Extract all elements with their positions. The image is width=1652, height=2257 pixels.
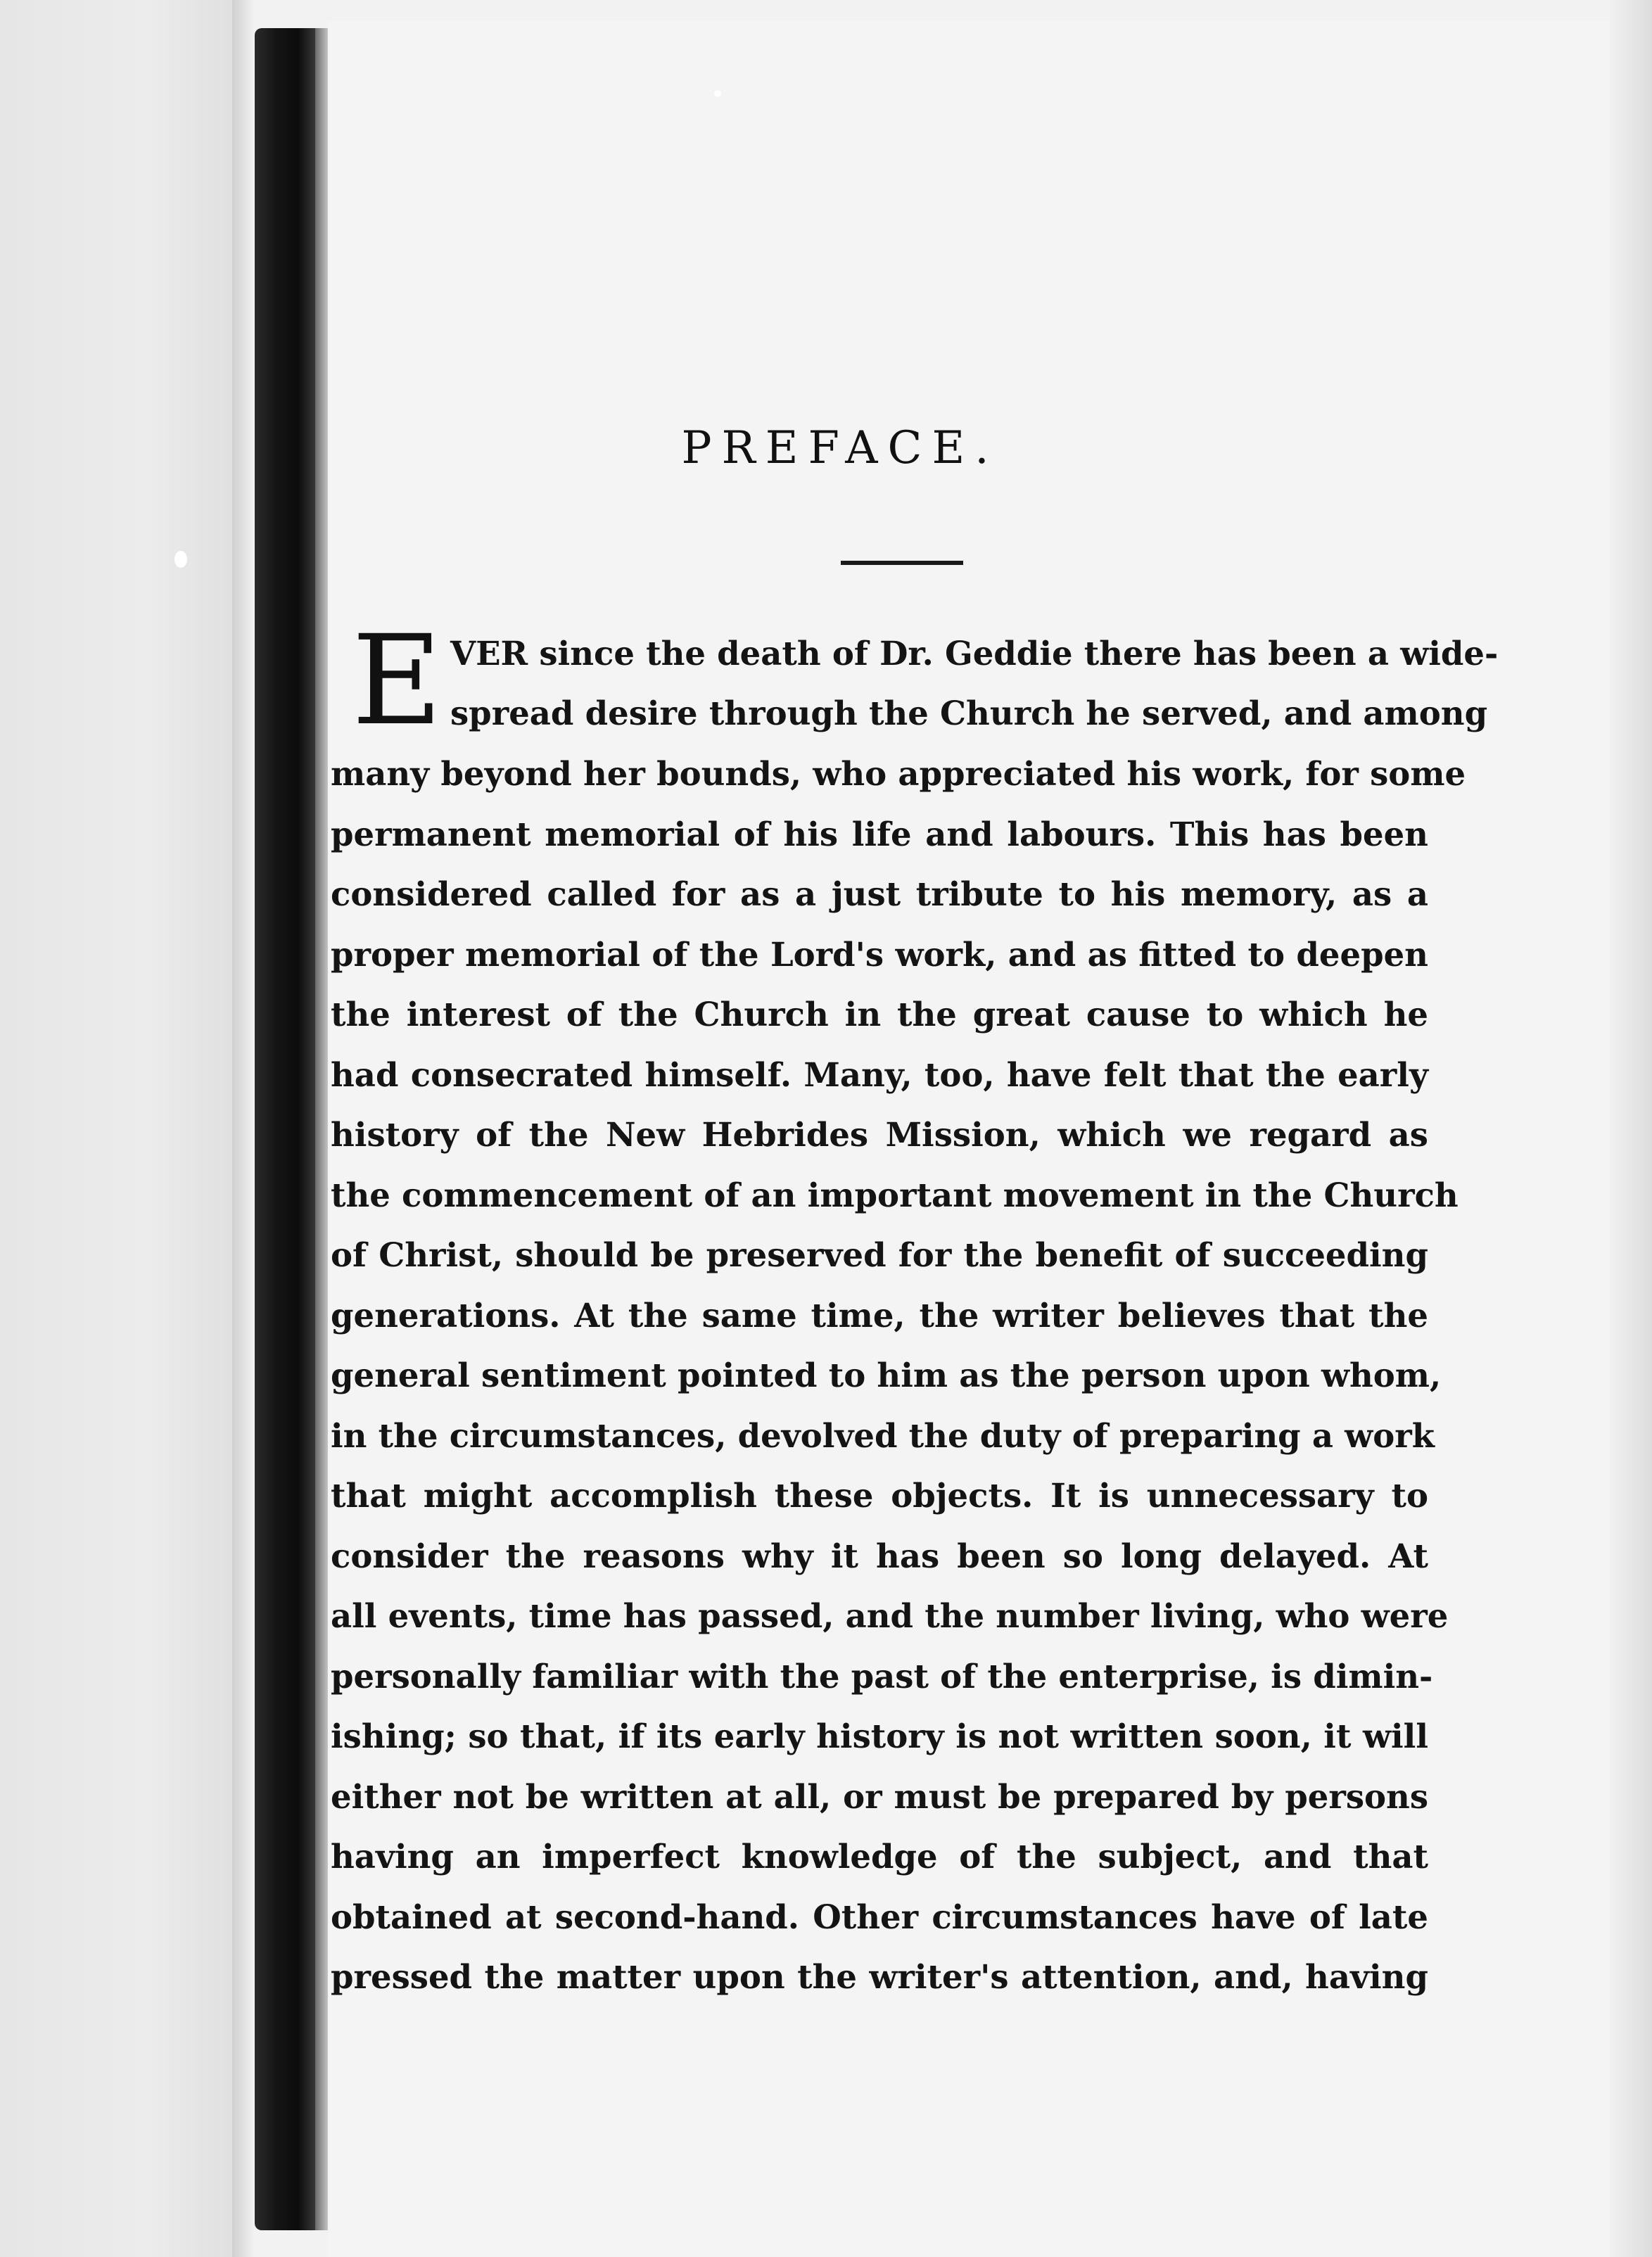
- text-line: ishing; so that, if its early history is not written soon, it will: [331, 1717, 1428, 1755]
- text-line: many beyond her bounds, who appreciated his work, for some: [331, 754, 1466, 793]
- text-line: obtained at second-hand. Other circumstances have of late: [331, 1897, 1428, 1936]
- text-line: history of the New Hebrides Mission, which we regard as: [331, 1115, 1428, 1154]
- text-line: in the circumstances, devolved the duty of preparing a work: [331, 1416, 1435, 1455]
- text-line: the interest of the Church in the great cause to which he: [331, 995, 1428, 1034]
- text-line-2: spread desire through the Church he served, and among: [450, 694, 1488, 732]
- preface-body: [331, 744, 1466, 2007]
- text-line: had consecrated himself. Many, too, have felt that the early: [331, 1055, 1428, 1094]
- paper-speck: [174, 551, 187, 568]
- paper-speck: [714, 90, 721, 97]
- text-line: personally familiar with the past of the enterprise, is dimin-: [331, 1656, 1433, 1696]
- left-page-edge: [232, 0, 253, 2257]
- text-line: generations. At the same time, the writer believes that the: [331, 1295, 1428, 1335]
- drop-cap: E: [352, 609, 443, 753]
- text-line: all events, time has passed, and the number living, who were: [331, 1596, 1449, 1635]
- text-line: having an imperfect knowledge of the subject, and that: [331, 1837, 1428, 1876]
- book-gutter: [255, 28, 317, 2230]
- text-line: the commencement of an important movement in the Church: [331, 1175, 1459, 1214]
- title-rule: [841, 561, 963, 565]
- text-line: either not be written at all, or must be prepared by persons: [331, 1776, 1428, 1816]
- text-line: permanent memorial of his life and labours. This has been: [331, 814, 1428, 853]
- right-page-edge: [1610, 0, 1652, 2257]
- text-line: considered called for as a just tribute to his memory, as a: [331, 875, 1428, 913]
- left-blank-page: [0, 0, 246, 2257]
- text-line: pressed the matter upon the writer's attention, and, having: [331, 1957, 1428, 1996]
- text-line: proper memorial of the Lord's work, and as fitted to deepen: [331, 934, 1428, 974]
- text-line: general sentiment pointed to him as the person upon whom,: [331, 1356, 1442, 1394]
- text-line: that might accomplish these objects. It is unnecessary to: [331, 1476, 1428, 1515]
- text-line: consider the reasons why it has been so long delayed. At: [331, 1536, 1428, 1575]
- text-line-1: VER since the death of Dr. Geddie there has been a wide-: [450, 634, 1499, 673]
- page-title: PREFACE.: [681, 422, 999, 474]
- text-line: of Christ, should be preserved for the benefit of succeeding: [331, 1235, 1428, 1274]
